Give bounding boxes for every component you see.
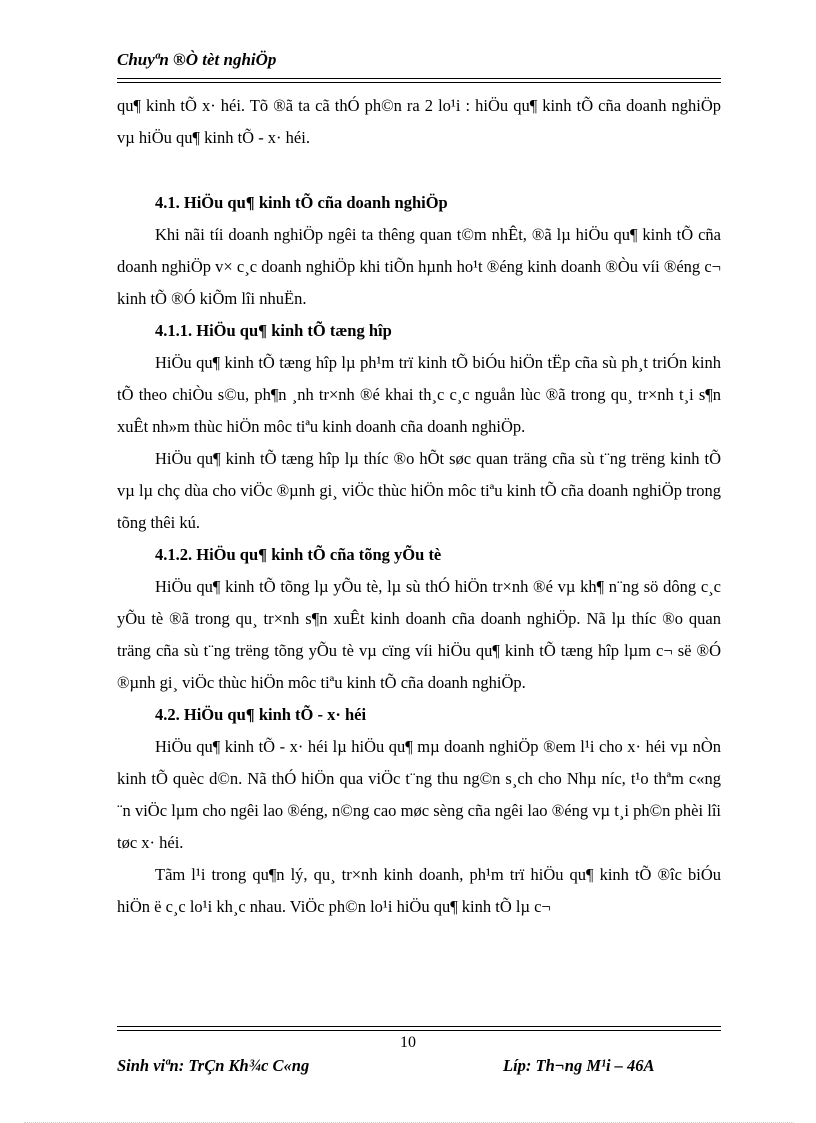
paragraph-spacer [117, 154, 721, 187]
section-heading-4-1: 4.1. HiÖu qu¶ kinh tÕ cña doanh nghiÖp [155, 193, 448, 212]
header-title: Chuyªn ®Ò tèt nghiÖp [117, 50, 277, 69]
footer-rule-bottom [117, 1030, 721, 1031]
paragraph-continuation: qu¶ kinh tÕ x· héi. Tõ ®ã ta cã thÓ ph©n ra 2 lo¹i : hiÖu qu¶ kinh tÕ cña doanh nghiÖp vµ hiÖu qu¶ kinh tÕ - x· héi. [117, 96, 721, 147]
page-number: 10 [400, 1034, 416, 1051]
section-heading-4-2: 4.2. HiÖu qu¶ kinh tÕ - x· héi [155, 705, 367, 724]
paragraph: HiÖu qu¶ kinh tÕ tæng hîp lµ thíc ®o hÕt søc quan träng cña sù t¨ng trëng kinh tÕ vµ lµ chç dùa cho viÖc ®µnh gi¸ viÖc thùc hiÖn môc tiªu kinh tÕ cña doanh nghiÖp trong tõng thêi kú. [117, 449, 721, 532]
paragraph: Khi nãi tíi doanh nghiÖp ngêi ta thêng quan t©m nhÊt, ®ã lµ hiÖu qu¶ kinh tÕ cña doanh nghiÖp v× c¸c doanh nghiÖp khi tiÕn hµnh ho¹t ®éng kinh doanh ®Òu víi ®éng c¬ kinh tÕ ®Ó kiÕm lîi nhuËn. [117, 225, 721, 308]
section-heading-4-1-1: 4.1.1. HiÖu qu¶ kinh tÕ tæng hîp [155, 321, 392, 340]
header-rule-bottom [117, 82, 721, 83]
footer-class: Líp: Th¬ng M¹i – 46A [503, 1056, 655, 1075]
footer-rule-top [117, 1026, 721, 1027]
section-heading-4-1-2: 4.1.2. HiÖu qu¶ kinh tÕ cña tõng yÕu tè [155, 545, 442, 564]
paragraph: HiÖu qu¶ kinh tÕ - x· héi lµ hiÖu qu¶ mµ doanh nghiÖp ®em l¹i cho x· héi vµ nÒn kinh tÕ quèc d©n. Nã thÓ hiÖn qua viÖc t¨ng thu ng©n s¸ch cho Nhµ níc, t¹o thªm c«ng ¨n viÖc lµm cho ngêi lao ®éng, n©ng cao møc sèng cña ngêi lao ®éng vµ t¸i ph©n phèi lîi tøc x· héi. [117, 737, 721, 852]
footer-student: Sinh viªn: TrÇn Kh¾c C«ng [117, 1056, 310, 1075]
paragraph: Tãm l¹i trong qu¶n lý, qu¸ tr×nh kinh doanh, ph¹m trï hiÖu qu¶ kinh tÕ ®îc biÓu hiÖn ë c¸c lo¹i kh¸c nhau. ViÖc ph©n lo¹i hiÖu qu¶ kinh tÕ lµ c¬ [117, 865, 721, 916]
paragraph: HiÖu qu¶ kinh tÕ tõng lµ yÕu tè, lµ sù thÓ hiÖn tr×nh ®é vµ kh¶ n¨ng sö dông c¸c yÕu tè ®ã trong qu¸ tr×nh s¶n xuÊt kinh doanh cña doanh nghiÖp. Nã lµ thíc ®o quan träng cña sù t¨ng trëng tõng yÕu tè vµ cïng víi hiÖu qu¶ kinh tÕ tæng hîp lµm c¬ së ®Ó ®µnh gi¸ viÖc thùc hiÖn môc tiªu kinh tÕ cña doanh nghiÖp. [117, 577, 721, 692]
paragraph: HiÖu qu¶ kinh tÕ tæng hîp lµ ph¹m trï kinh tÕ biÓu hiÖn tËp cña sù ph¸t triÓn kinh tÕ theo chiÒu s©u, ph¶n ¸nh tr×nh ®é khai th¸c c¸c nguån lùc ®ã trong qu¸ tr×nh t¸i s¶n xuÊt nh»m thùc hiÖn môc tiªu kinh doanh cña doanh nghiÖp. [117, 353, 721, 436]
page-content [117, 90, 721, 923]
header-rule-top [117, 78, 721, 79]
